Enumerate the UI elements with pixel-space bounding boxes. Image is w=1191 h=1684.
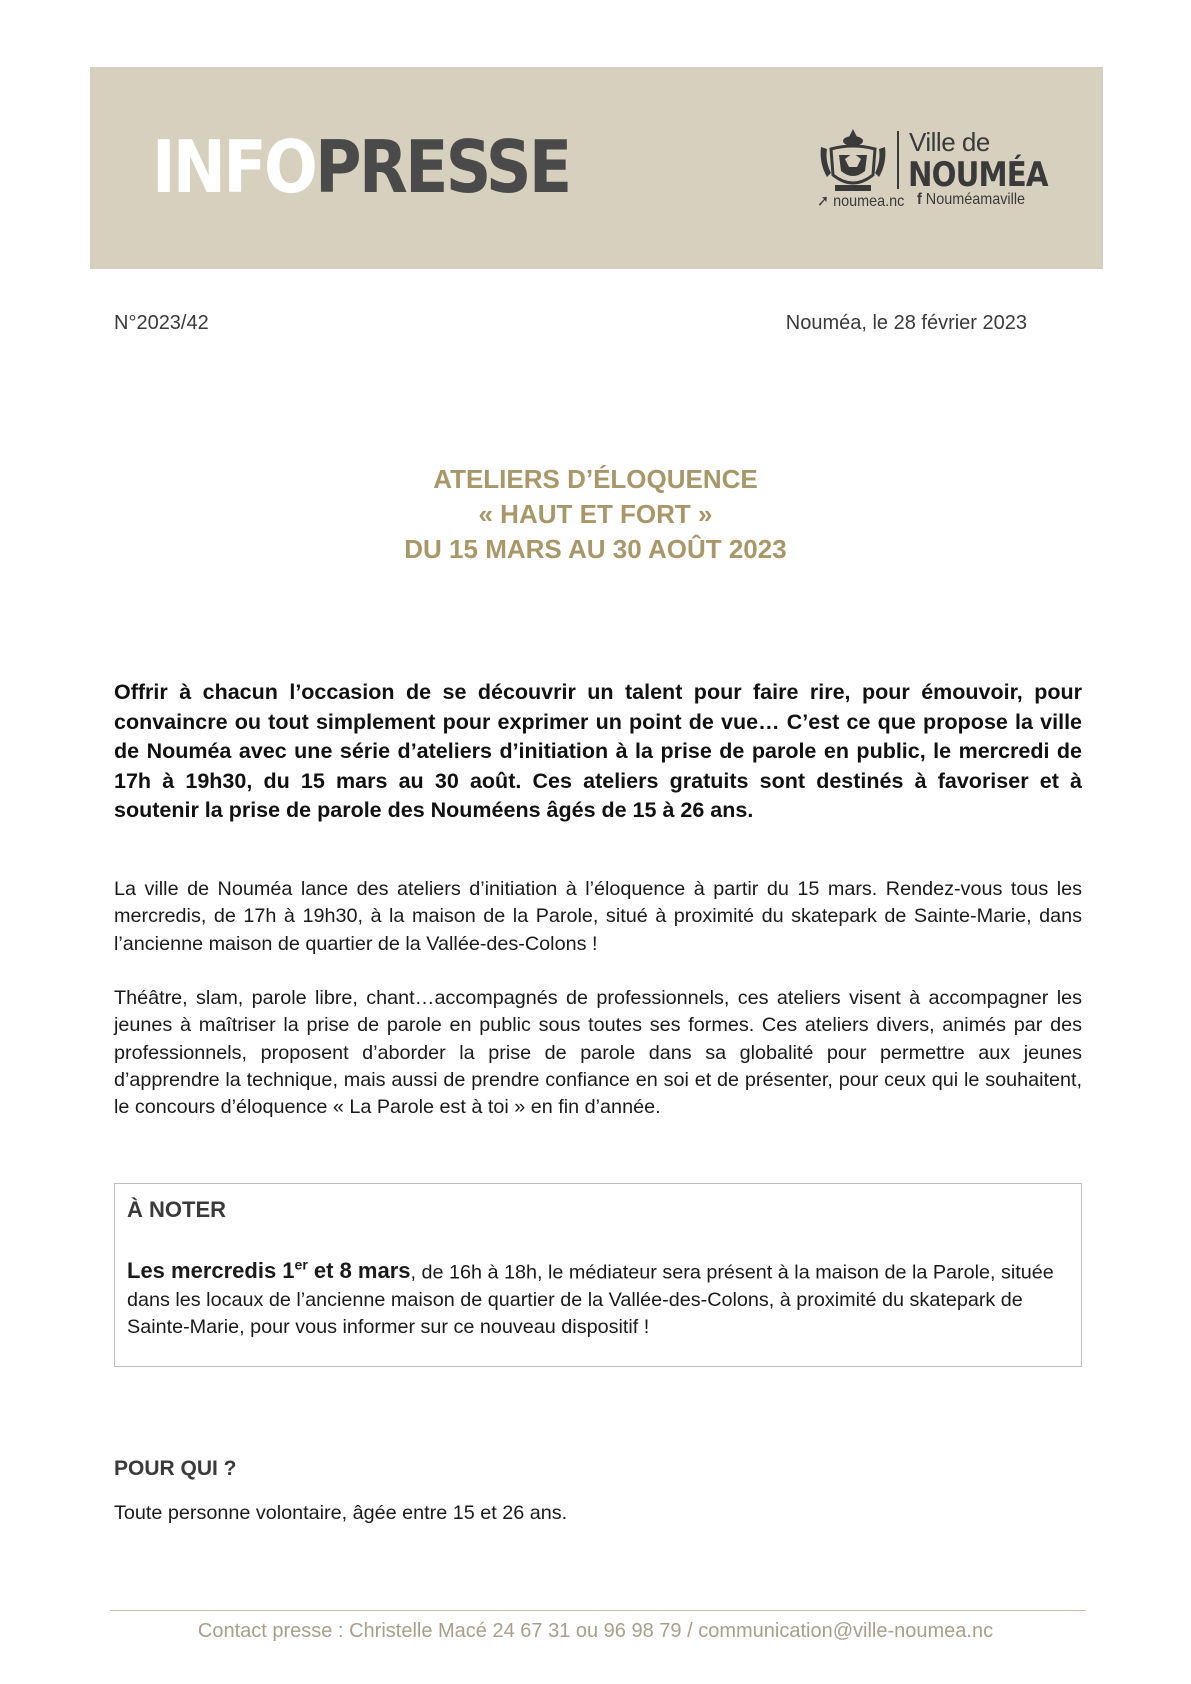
press-reference: N°2023/42 [114,312,209,334]
brand-presse: PRESSE [315,125,570,209]
note-box [114,1183,1082,1367]
note-text: Les mercredis 1er et 8 mars, de 16h à 18h, le médiateur sera présent à la maison de la Parole, située dans les locaux de l’ancienne maison de quartier de la Vallée-des-Colons, à proximité du skatepark de Sainte-Marie, pour vous informer sur ce nouveau dispositif ! [127,1257,1054,1339]
note-title: À NOTER [127,1197,226,1222]
section-title-pour-qui: POUR QUI ? [114,1457,237,1480]
logo-ville: Ville de [909,127,990,157]
title-line-3: DU 15 MARS AU 30 AOÛT 2023 [404,534,787,564]
brand-info: INFO [152,125,316,209]
lead-paragraph: Offrir à chacun l’occasion de se découvrir un talent pour faire rire, pour émouvoir, pour convaincre ou tout simplement pour exprimer un point de vue… C’est ce que propose la ville de Nouméa avec une série d’ateliers d’initiation à la prise de parole en public, le mercredi de 17h à 19h30, du 15 mars au 30 août. Ces ateliers gratuits sont destinés à favoriser et à soutenir la prise de parole des Nouméens âgés de 15 à 26 ans. [114,680,1082,822]
facebook-link[interactable]: f Nouméamaville [917,191,1026,208]
facebook-icon: f [917,191,922,208]
footer-divider [110,1610,1086,1611]
note-strong: Les mercredis 1er et 8 mars [127,1257,411,1284]
body-paragraph-2: Théâtre, slam, parole libre, chant…accompagnés de professionnels, ces ateliers visent à accompagner les jeunes à maîtriser la prise de parole en public sous toutes ses formes. Ces ateliers divers, animés par des professionnels, proposent d’aborder la prise de parole dans sa globalité pour permettre aux jeunes d’apprendre la technique, mais aussi de prendre confiance en soi et de présenter, pour ceux qui le souhaitent, le concours d’éloquence « La Parole est à toi » en fin d’année. [114,987,1082,1119]
title-line-2: « HAUT ET FORT » [478,499,713,529]
footer-contact: Contact presse : Christelle Macé 24 67 31 ou 96 98 79 / communication@ville-noumea.nc [197,1620,994,1642]
press-date: Nouméa, le 28 février 2023 [785,312,1027,334]
body-paragraph-1: La ville de Nouméa lance des ateliers d’initiation à l’éloquence à partir du 15 mars. Rendez-vous tous les mercredis, de 17h à 19h30, à la maison de la Parole, situé à proximité du skatepark de Sainte-Marie, dans l’ancienne maison de quartier de la Vallée-des-Colons ! [114,878,1082,955]
title-line-1: ATELIERS D’ÉLOQUENCE [433,464,758,494]
site-link[interactable]: ➚ noumea.nc [817,193,905,210]
logo-noumea: NOUMÉA [908,155,1048,195]
logo-divider [897,131,899,189]
document-title [0,462,1191,567]
header-banner [90,67,1103,269]
arrow-icon: ➚ [817,193,830,210]
section-text-pour-qui: Toute personne volontaire, âgée entre 15 et 26 ans. [114,1502,568,1524]
brand-wordmark [152,125,570,209]
crest-icon [817,127,889,197]
